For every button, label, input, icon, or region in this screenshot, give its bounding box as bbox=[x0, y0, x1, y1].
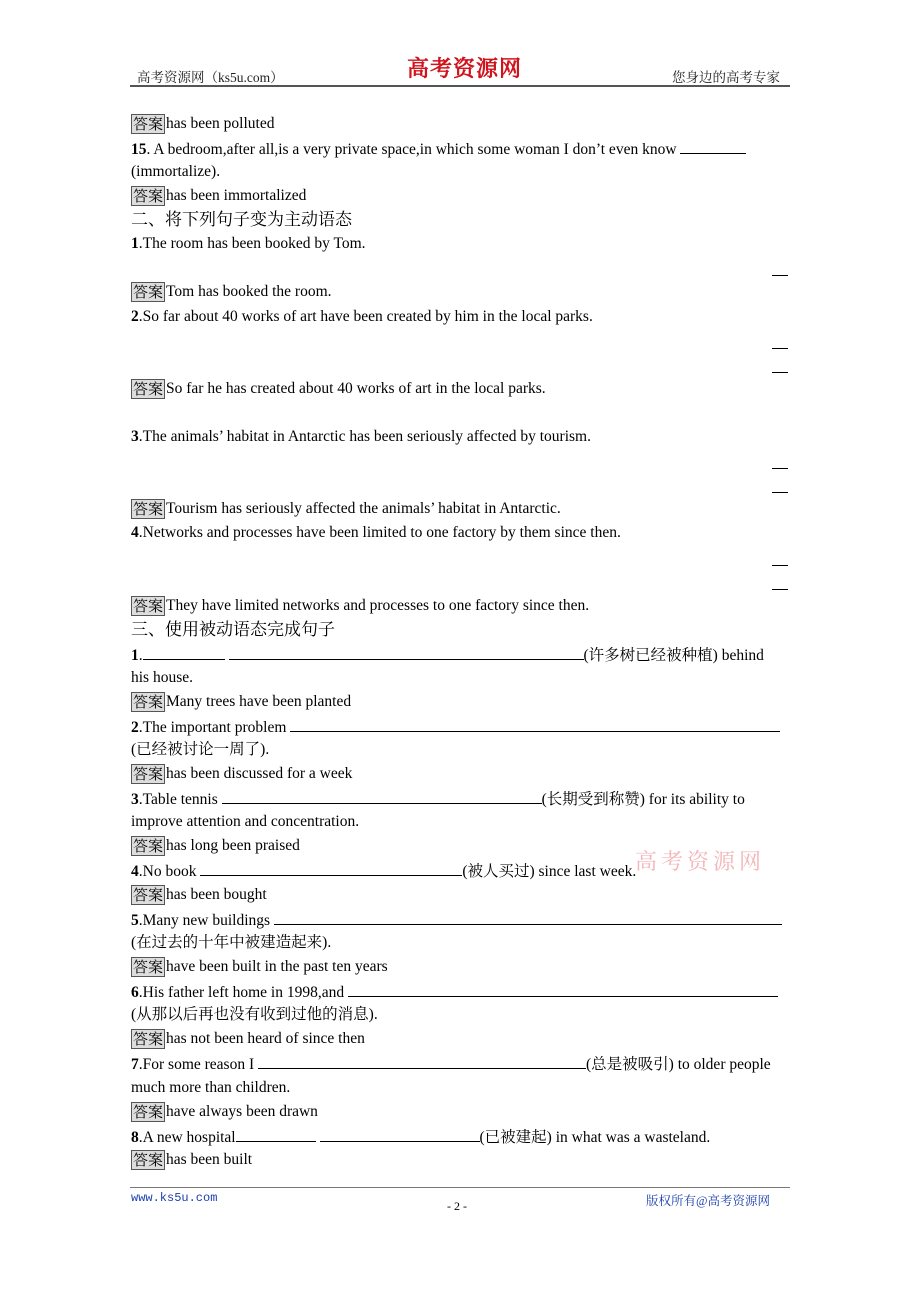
header-slogan: 您身边的高考专家 bbox=[672, 70, 780, 85]
question-text: .A new hospital bbox=[138, 1129, 236, 1146]
question-hint: (长期受到称赞) for its ability to bbox=[541, 791, 745, 808]
question-number: 2 bbox=[131, 719, 139, 736]
answer-blank[interactable] bbox=[290, 716, 780, 732]
footer-copyright: 版权所有@高考资源网 bbox=[646, 1194, 771, 1208]
s3-question-5 bbox=[131, 909, 782, 929]
answer-label: 答案 bbox=[133, 886, 164, 905]
answer-blank[interactable] bbox=[348, 981, 778, 997]
answer-blank[interactable] bbox=[236, 1126, 316, 1142]
s3-answer-7 bbox=[131, 1102, 318, 1122]
s2-answer-1 bbox=[131, 282, 332, 302]
question-number: 8 bbox=[131, 1129, 139, 1146]
question-text: .No book bbox=[138, 863, 201, 880]
answer-text: has long been praised bbox=[166, 837, 300, 854]
question-15 bbox=[131, 138, 746, 158]
answer-blank[interactable] bbox=[143, 644, 225, 660]
s2-question-2 bbox=[131, 307, 593, 327]
footer-link[interactable]: www.ks5u.com bbox=[131, 1191, 218, 1205]
question-hint: (总是被吸引) to older people bbox=[586, 1056, 771, 1073]
s3-question-2 bbox=[131, 716, 780, 736]
s3-question-2-cont: (已经被讨论一周了). bbox=[131, 741, 270, 758]
s3-answer-5 bbox=[131, 957, 388, 977]
header-site-name: 高考资源网（ks5u.com） bbox=[137, 70, 284, 85]
answer-text: has been bought bbox=[166, 886, 267, 903]
s3-question-3-cont: improve attention and concentration. bbox=[131, 813, 360, 830]
s3-answer-6 bbox=[131, 1029, 365, 1049]
s2-question-3 bbox=[131, 427, 591, 447]
header-rule bbox=[130, 85, 790, 87]
s2-question-4 bbox=[131, 523, 621, 543]
answer-line[interactable] bbox=[772, 565, 788, 566]
page-number: - 2 - bbox=[447, 1199, 467, 1213]
answer-label: 答案 bbox=[133, 765, 164, 784]
answer-blank[interactable] bbox=[274, 909, 782, 925]
answer-text: Many trees have been planted bbox=[166, 693, 352, 710]
s2-answer-2 bbox=[131, 379, 546, 399]
answer-text: have always been drawn bbox=[166, 1103, 318, 1120]
answer-blank[interactable] bbox=[222, 788, 542, 804]
s3-question-8 bbox=[131, 1126, 710, 1146]
question-number: 3 bbox=[131, 428, 139, 445]
answer-text: has not been heard of since then bbox=[166, 1030, 365, 1047]
answer-line[interactable] bbox=[772, 348, 788, 349]
section-2-title: 二、将下列句子变为主动语态 bbox=[131, 210, 352, 230]
question-number: 4 bbox=[131, 863, 139, 880]
answer-15 bbox=[131, 186, 306, 206]
answer-label: 答案 bbox=[133, 283, 164, 302]
s3-answer-4 bbox=[131, 885, 267, 905]
question-number: 2 bbox=[131, 308, 139, 325]
answer-label: 答案 bbox=[133, 837, 164, 856]
answer-label: 答案 bbox=[133, 958, 164, 977]
question-number: 1 bbox=[131, 647, 139, 664]
s3-answer-3 bbox=[131, 836, 300, 856]
answer-label: 答案 bbox=[133, 187, 164, 206]
answer-text: They have limited networks and processes to one factory since then. bbox=[166, 597, 590, 614]
question-text: .His father left home in 1998,and bbox=[138, 984, 348, 1001]
question-hint: (许多树已经被种植) behind bbox=[583, 647, 764, 664]
question-number: 3 bbox=[131, 791, 139, 808]
s2-answer-4 bbox=[131, 596, 589, 616]
s3-question-7 bbox=[131, 1053, 771, 1073]
answer-text: Tom has booked the room. bbox=[166, 283, 332, 300]
site-logo: 高考资源网 bbox=[407, 56, 523, 82]
answer-text: has been discussed for a week bbox=[166, 765, 353, 782]
s3-question-6 bbox=[131, 981, 778, 1001]
section-3-title: 三、使用被动语态完成句子 bbox=[131, 620, 335, 640]
question-number: 4 bbox=[131, 524, 139, 541]
question-number: 6 bbox=[131, 984, 139, 1001]
answer-line[interactable] bbox=[772, 372, 788, 373]
question-text: .Networks and processes have been limited to one factory by them since then. bbox=[138, 524, 621, 541]
answer-label: 答案 bbox=[133, 1151, 164, 1170]
question-number: 7 bbox=[131, 1056, 139, 1073]
answer-label: 答案 bbox=[133, 115, 164, 134]
question-text: . bbox=[138, 647, 143, 664]
question-number: 15 bbox=[131, 141, 147, 158]
s2-answer-3 bbox=[131, 499, 561, 519]
answer-label: 答案 bbox=[133, 380, 164, 399]
question-text: .So far about 40 works of art have been created by him in the local parks. bbox=[138, 308, 593, 325]
question-text: .The room has been booked by Tom. bbox=[138, 235, 366, 252]
answer-label: 答案 bbox=[133, 1103, 164, 1122]
question-hint: (已被建起) in what was a wasteland. bbox=[479, 1129, 711, 1146]
s3-question-6-cont: (从那以后再也没有收到过他的消息). bbox=[131, 1006, 378, 1023]
answer-line[interactable] bbox=[772, 589, 788, 590]
s3-question-7-cont: much more than children. bbox=[131, 1079, 291, 1096]
answer-blank[interactable] bbox=[200, 860, 462, 876]
answer-label: 答案 bbox=[133, 500, 164, 519]
answer-text: Tourism has seriously affected the animals’ habitat in Antarctic. bbox=[166, 500, 561, 517]
question-hint: (被人买过) since last week. bbox=[462, 863, 637, 880]
answer-label: 答案 bbox=[133, 597, 164, 616]
question-text: .Many new buildings bbox=[138, 912, 274, 929]
answer-blank[interactable] bbox=[680, 138, 746, 154]
answer-label: 答案 bbox=[133, 1030, 164, 1049]
answer-text: has been polluted bbox=[166, 115, 275, 132]
question-text: .The animals’ habitat in Antarctic has been seriously affected by tourism. bbox=[138, 428, 591, 445]
answer-text: So far he has created about 40 works of art in the local parks. bbox=[166, 380, 546, 397]
answer-blank[interactable] bbox=[258, 1053, 586, 1069]
answer-14 bbox=[131, 114, 275, 134]
answer-text: has been built bbox=[166, 1151, 253, 1168]
question-text: .The important problem bbox=[138, 719, 291, 736]
footer-rule bbox=[130, 1187, 790, 1188]
watermark: 高考资源网 bbox=[635, 850, 766, 875]
s3-answer-2 bbox=[131, 764, 352, 784]
answer-text: has been immortalized bbox=[166, 187, 307, 204]
s3-answer-1 bbox=[131, 692, 351, 712]
question-number: 5 bbox=[131, 912, 139, 929]
answer-label: 答案 bbox=[133, 693, 164, 712]
question-text: . A bedroom,after all,is a very private space,in which some woman I don’t even know bbox=[146, 141, 677, 158]
question-15-hint: (immortalize). bbox=[131, 163, 221, 180]
s3-question-4 bbox=[131, 860, 636, 880]
s3-question-1 bbox=[131, 644, 764, 664]
s3-question-1-cont: his house. bbox=[131, 669, 193, 686]
answer-blank[interactable] bbox=[320, 1126, 480, 1142]
s2-question-1 bbox=[131, 234, 366, 254]
answer-line[interactable] bbox=[772, 492, 788, 493]
s3-question-5-cont: (在过去的十年中被建造起来). bbox=[131, 934, 332, 951]
question-number: 1 bbox=[131, 235, 139, 252]
question-text: .Table tennis bbox=[138, 791, 222, 808]
s3-answer-8 bbox=[131, 1150, 252, 1170]
s3-question-3 bbox=[131, 788, 745, 808]
question-text: .For some reason I bbox=[138, 1056, 258, 1073]
answer-text: have been built in the past ten years bbox=[166, 958, 388, 975]
answer-line[interactable] bbox=[772, 275, 788, 276]
answer-blank[interactable] bbox=[229, 644, 584, 660]
answer-line[interactable] bbox=[772, 468, 788, 469]
